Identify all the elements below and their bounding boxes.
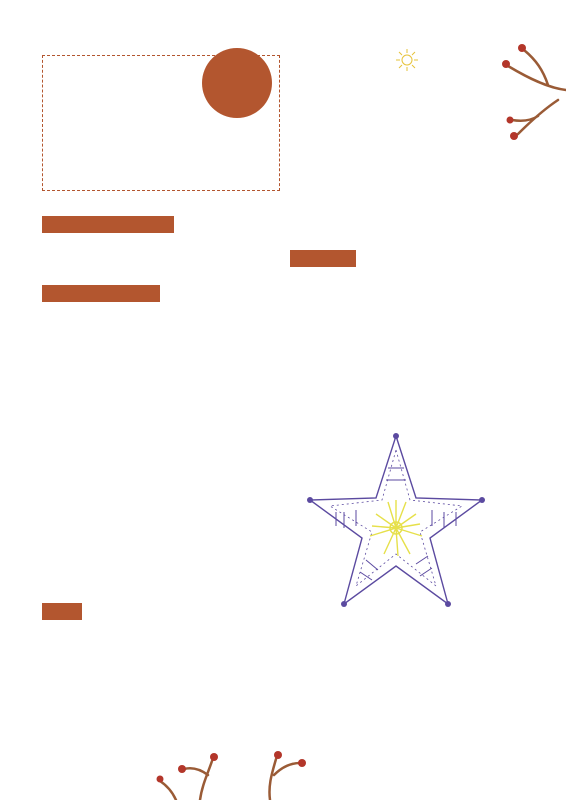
- sun-icon: [396, 49, 418, 71]
- branch-bottom-icon: [150, 735, 330, 800]
- branch-top-right-icon: [488, 30, 566, 150]
- header-geschenk: [290, 250, 356, 267]
- header-stern: [42, 603, 82, 620]
- header-weihnachtsbaum: [42, 285, 160, 302]
- muster-badge: [202, 48, 272, 118]
- header-besondere-maschen: [42, 216, 174, 233]
- star-crochet-chart: [292, 428, 502, 618]
- tree-crochet-chart: [322, 44, 440, 212]
